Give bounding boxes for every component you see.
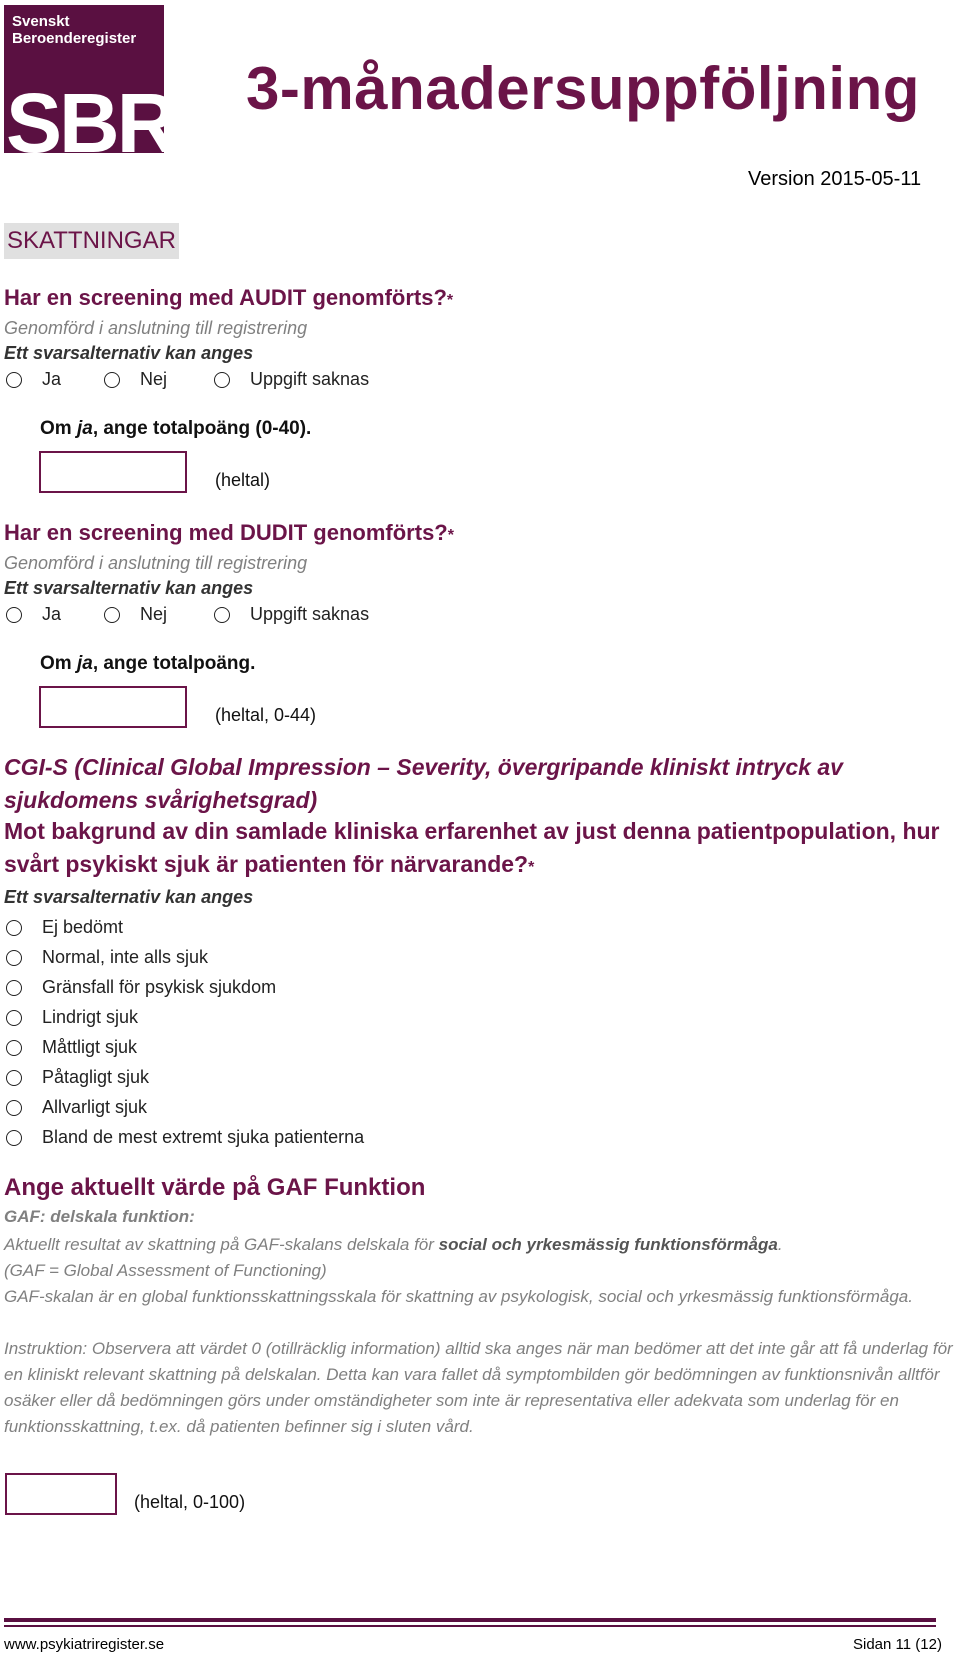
- cgi-question: [4, 815, 959, 884]
- logo-line2: Beroenderegister: [12, 30, 137, 47]
- gaf-subtitle: GAF: delskala funktion:: [4, 1207, 195, 1226]
- radio-circle-icon[interactable]: [6, 372, 22, 388]
- logo-mark: SBR: [6, 76, 175, 170]
- gaf-title: Ange aktuellt värde på GAF Funktion: [4, 1174, 426, 1201]
- sbr-logo: [4, 5, 175, 170]
- radio-circle-icon[interactable]: [6, 607, 22, 623]
- radio-circle-icon[interactable]: [6, 1070, 22, 1086]
- dudit-followup-label: Om ja, ange totalpoäng.: [40, 653, 256, 674]
- dudit-instruction: Ett svarsalternativ kan anges: [4, 578, 254, 598]
- gaf-score-input[interactable]: [5, 1473, 117, 1515]
- radio-circle-icon[interactable]: [214, 607, 230, 623]
- gaf-unit-label: (heltal, 0-100): [134, 1492, 246, 1512]
- gaf-description: Aktuellt resultat av skattning på GAF-skalans delskala för social och yrkesmässig funktionsförmåga.: [4, 1235, 783, 1254]
- audit-instruction: Ett svarsalternativ kan anges: [4, 343, 254, 363]
- audit-unit-label: (heltal): [215, 470, 271, 490]
- page-title: 3-månadersuppföljning: [246, 55, 920, 122]
- cgi-option-6[interactable]: Allvarligt sjuk: [6, 1097, 147, 1118]
- audit-question: [4, 283, 453, 316]
- gaf-scale-description: GAF-skalan är en global funktionsskattningsskala för skattning av psykologisk, social och yrkesmässig funktionsförmåga.: [4, 1287, 913, 1306]
- dudit-question: [4, 518, 454, 551]
- radio-circle-icon[interactable]: [6, 980, 22, 996]
- dudit-score-input[interactable]: [39, 686, 187, 728]
- dudit-note: Genomförd i anslutning till registrering: [4, 553, 308, 573]
- audit-followup-label: Om ja, ange totalpoäng (0-40).: [40, 418, 312, 439]
- required-mark: *: [446, 292, 454, 309]
- radio-circle-icon[interactable]: [104, 607, 120, 623]
- cgi-option-2[interactable]: Gränsfall för psykisk sjukdom: [6, 977, 276, 998]
- radio-circle-icon[interactable]: [6, 1100, 22, 1116]
- dudit-unit-label: (heltal, 0-44): [215, 705, 317, 725]
- audit-option-ja[interactable]: Ja: [6, 369, 61, 390]
- audit-option-nej[interactable]: Nej: [104, 369, 167, 390]
- cgi-option-0[interactable]: Ej bedömt: [6, 917, 123, 938]
- cgi-option-7[interactable]: Bland de mest extremt sjuka patienterna: [6, 1127, 364, 1148]
- footer-divider: [4, 1618, 936, 1622]
- cgi-option-4[interactable]: Måttligt sjuk: [6, 1037, 137, 1058]
- gaf-abbreviation: (GAF = Global Assessment of Functioning): [4, 1261, 327, 1280]
- cgi-title: CGI-S (Clinical Global Impression – Severity, övergripande kliniskt intryck av sjukdomens svårighetsgrad): [4, 754, 843, 813]
- section-heading: SKATTNINGAR: [4, 223, 179, 259]
- cgi-instruction: Ett svarsalternativ kan anges: [4, 887, 254, 907]
- dudit-option-ja[interactable]: Ja: [6, 604, 61, 625]
- version-label: Version 2015-05-11: [748, 168, 922, 190]
- cgi-option-5[interactable]: Påtagligt sjuk: [6, 1067, 149, 1088]
- audit-option-uppgift-saknas[interactable]: Uppgift saknas: [214, 369, 369, 390]
- audit-question-text: Har en screening med AUDIT genomförts?: [4, 285, 447, 310]
- cgi-option-3[interactable]: Lindrigt sjuk: [6, 1007, 138, 1028]
- page-number: Sidan 11 (12): [853, 1636, 942, 1653]
- audit-score-input[interactable]: [39, 451, 187, 493]
- gaf-instruction: Instruktion: Observera att värdet 0 (otillräcklig information) alltid ska anges när man bedömer att det inte går att få underlag för en kliniskt relevant skattning på delskalan. Detta kan vara fallet då symptombilden gör bedömningen av funktionsnivån alltför osäker eller då bedömningen görs under omständigheter som inte är representativa eller adekvata som underlag för en funktionsskattning, t.ex. då patienten befinner sig i sluten vård.: [4, 1339, 953, 1436]
- audit-note: Genomförd i anslutning till registrering: [4, 318, 308, 338]
- required-mark: *: [447, 527, 454, 544]
- radio-circle-icon[interactable]: [6, 920, 22, 936]
- dudit-option-nej[interactable]: Nej: [104, 604, 167, 625]
- cgi-question-text: Mot bakgrund av din samlade kliniska erfarenhet av just denna patientpopulation, hur svårt psykiskt sjuk är patienten för närvarande?: [4, 818, 940, 877]
- radio-circle-icon[interactable]: [214, 372, 230, 388]
- radio-circle-icon[interactable]: [6, 1010, 22, 1026]
- logo-line1: Svenskt: [12, 13, 70, 30]
- footer-divider: [4, 1625, 936, 1627]
- radio-circle-icon[interactable]: [104, 372, 120, 388]
- cgi-option-1[interactable]: Normal, inte alls sjuk: [6, 947, 208, 968]
- radio-circle-icon[interactable]: [6, 1130, 22, 1146]
- dudit-option-uppgift-saknas[interactable]: Uppgift saknas: [214, 604, 369, 625]
- radio-circle-icon[interactable]: [6, 950, 22, 966]
- radio-circle-icon[interactable]: [6, 1040, 22, 1056]
- footer-url[interactable]: www.psykiatriregister.se: [4, 1636, 165, 1653]
- dudit-question-text: Har en screening med DUDIT genomförts?: [4, 520, 448, 545]
- required-mark: *: [528, 859, 535, 876]
